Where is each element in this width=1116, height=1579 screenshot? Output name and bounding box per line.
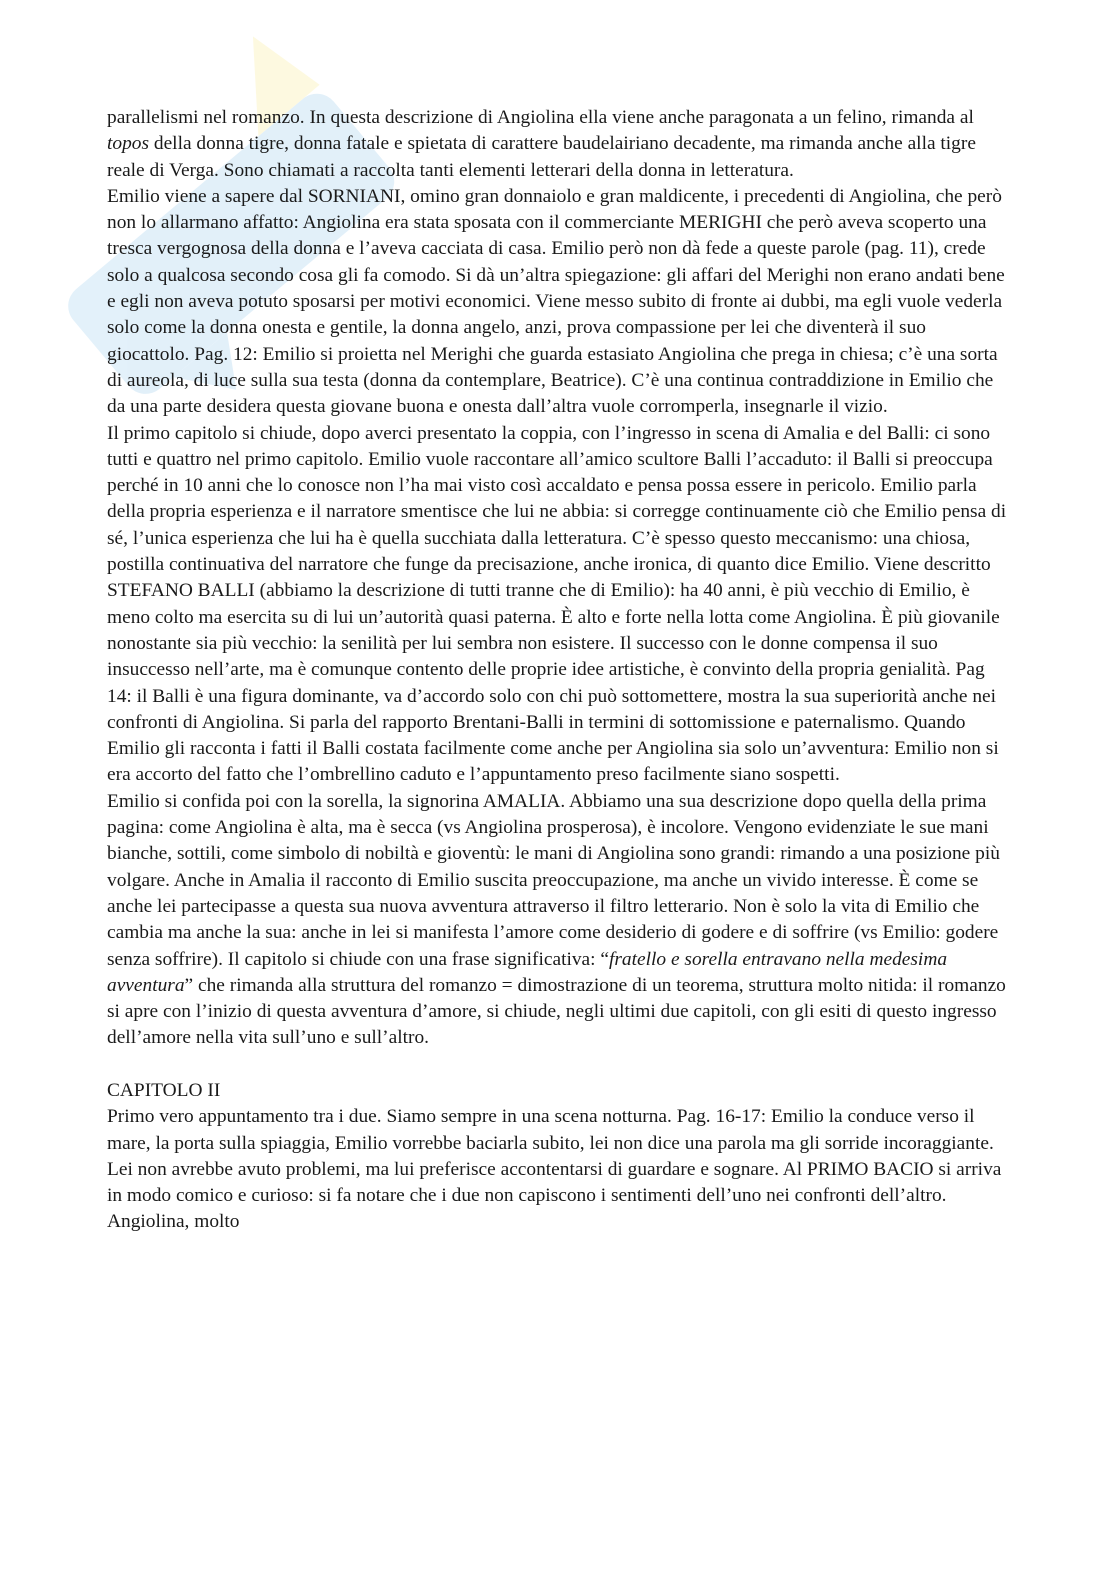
paragraph-amalia: [107, 789, 1012, 1052]
para1-text-a: parallelismi nel romanzo. In questa descrizione di Angiolina ella viene anche paragonata a un felino, rimanda al: [107, 107, 974, 128]
blank-line: [107, 1052, 1012, 1078]
para4-text-b: ” che rimanda alla struttura del romanzo = dimostrazione di un teorema, struttura molto nitida: il romanzo si apre con l’inizio di questa avventura d’amore, si chiude, negli ultimi due capitoli, con gli esiti di questo ingresso dell’amore nella vita sull’uno e sull’altro.: [107, 974, 1006, 1049]
document-page: [107, 105, 1012, 1236]
chapter-heading: CAPITOLO II: [107, 1079, 221, 1101]
paragraph-first-date: Primo vero appuntamento tra i due. Siamo sempre in una scena notturna. Pag. 16-17: Emilio la conduce verso il mare, la porta sulla spiaggia, Emilio vorrebbe baciarla subito, lei non dice una parola ma gli sorride incoraggiante. Lei non avrebbe avuto problemi, ma lui preferisce accontentarsi di guardare e sognare. Al PRIMO BACIO si arriva in modo comico e curioso: si fa notare che i due non capiscono i sentimenti dell’uno nei confronti dell’altro. Angiolina, molto: [107, 1106, 1002, 1233]
paragraph-sorniani: Emilio viene a sapere dal SORNIANI, omino gran donnaiolo e gran maldicente, i precedenti di Angiolina, che però non lo allarmano affatto: Angiolina era stata sposata con il commerciante MERIGHI che però aveva scoperto una tresca vergognosa della donna e l’aveva cacciata di casa. Emilio però non dà fede a queste parole (pag. 11), crede solo a qualcosa secondo cosa gli fa comodo. Si dà un’altra spiegazione: gli affari del Merighi non erano andati bene e egli non aveva potuto sposarsi per motivi economici. Viene messo subito di fronte ai dubbi, ma egli vuole vederla solo come la donna onesta e gentile, la donna angelo, anzi, prova compassione per lei che diventerà il suo giocattolo. Pag. 12: Emilio si proietta nel Merighi che guarda estasiato Angiolina che prega in chiesa; c’è una sorta di aureola, di luce sulla sua testa (donna da contemplare, Beatrice). C’è una continua contraddizione in Emilio che da una parte desidera questa giovane buona e onesta dall’altra vuole corromperla, insegnarle il vizio.: [107, 185, 1005, 418]
para1-text-b: della donna tigre, donna fatale e spietata di carattere baudelairiano decadente, ma rimanda anche alla tigre reale di Verga. Sono chiamati a raccolta tanti elementi letterari della donna in letteratura.: [107, 133, 976, 181]
para1-topos-italic: topos: [107, 133, 150, 155]
para4-quote-italic: fratello e sorella entravano nella medesima avventura: [107, 948, 948, 996]
para4-text-a: Emilio si confida poi con la sorella, la signorina AMALIA. Abbiamo una sua descrizione dopo quella della prima pagina: come Angiolina è alta, ma è secca (vs Angiolina prosperosa), è incolore. Vengono evidenziate le sue mani bianche, sottili, come simbolo di nobiltà e gioventù: le mani di Angiolina sono grandi: rimando a una posizione più volgare. Anche in Amalia il racconto di Emilio suscita preoccupazione, ma anche un vivido interesse. È come se anche lei partecipasse a questa sua nuova avventura attraverso il filtro letterario. Non è solo la vita di Emilio che cambia ma anche la sua: anche in lei si manifesta l’amore come desiderio di godere e di soffrire (vs Emilio: godere senza soffrire). Il capitolo si chiude con una frase significativa: “: [107, 790, 1000, 970]
paragraph-tiger-topos: [107, 105, 1012, 184]
paragraph-balli: Il primo capitolo si chiude, dopo averci presentato la coppia, con l’ingresso in scena di Amalia e del Balli: ci sono tutti e quattro nel primo capitolo. Emilio vuole raccontare all’amico scultore Balli l’accaduto: il Balli si preoccupa perché in 10 anni che lo conosce non l’ha mai visto così accaldato e pensa possa essere in pericolo. Emilio parla della propria esperienza e il narratore smentisce che lui ne abbia: si corregge continuamente ciò che Emilio pensa di sé, l’unica esperienza che lui ha è quella succhiata dalla letteratura. C’è spesso questo meccanismo: una chiosa, postilla continuativa del narratore che funge da precisazione, anche ironica, di quanto dice Emilio. Viene descritto STEFANO BALLI (abbiamo la descrizione di tutti tranne che di Emilio): ha 40 anni, è più vecchio di Emilio, è meno colto ma esercita su di lui un’autorità quasi paterna. È alto e forte nella lotta come Angiolina. È più giovanile nonostante sia più vecchio: la senilità per lui sembra non esistere. Il successo con le donne compensa il suo insuccesso nell’arte, ma è comunque contento delle proprie idee artistiche, è convinto della propria genialità. Pag 14: il Balli è una figura dominante, va d’accordo solo con chi può sottomettere, mostra la sua superiorità anche nei confronti di Angiolina. Si parla del rapporto Brentani-Balli in termini di sottomissione e paternalismo. Quando Emilio gli racconta i fatti il Balli costata facilmente come anche per Angiolina sia solo un’avventura: Emilio non si era accorto del fatto che l’ombrellino caduto e l’appuntamento preso facilmente siano sospetti.: [107, 422, 1007, 786]
